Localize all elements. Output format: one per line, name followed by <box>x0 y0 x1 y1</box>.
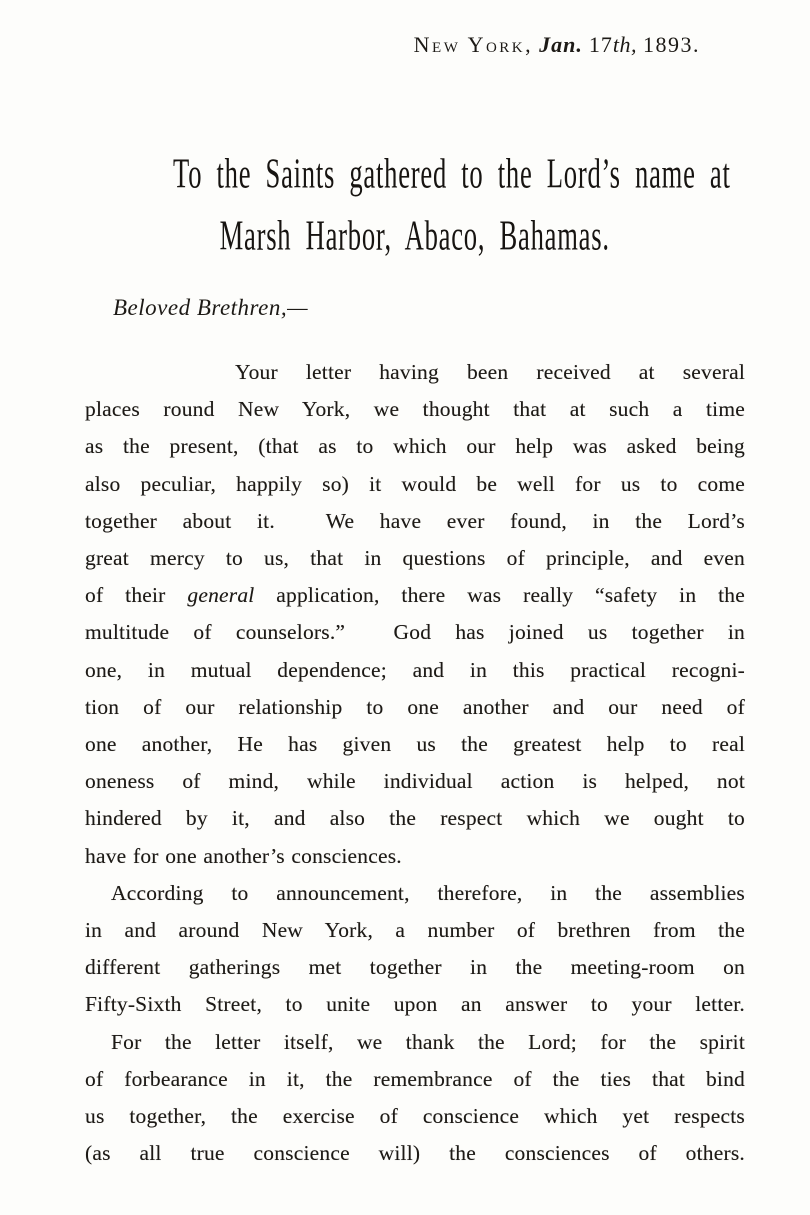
paragraph <box>85 354 745 875</box>
text-segment: application, there was really “safety in the <box>254 583 745 608</box>
text-line: (as all true conscience will) the consciences of others. <box>85 1141 745 1166</box>
heading-line-1: To the Saints gathered to the Lord’s name at <box>173 149 731 198</box>
text-line: Your letter having been received at several <box>235 360 745 384</box>
paragraph <box>85 875 745 1024</box>
text-line: have for one another’s consciences. <box>85 843 402 868</box>
salutation: Beloved Brethren,— <box>113 295 309 320</box>
text-line: also peculiar, happily so) it would be well for us to come <box>85 471 745 496</box>
text-line: us together, the exercise of conscience which yet respects <box>85 1104 745 1129</box>
dateline <box>85 30 745 60</box>
text-line: For the letter itself, we thank the Lord; for the spirit <box>111 1029 745 1054</box>
text-line: of forbearance in it, the remembrance of the ties that bind <box>85 1066 745 1091</box>
text-line: as the present, (that as to which our help was asked being <box>85 434 745 459</box>
text-line: multitude of counselors.” God has joined us together in <box>85 620 745 645</box>
text-line: one another, He has given us the greatest help to real <box>85 732 745 757</box>
dateline-year: 1893. <box>643 32 700 57</box>
text-line <box>85 577 745 614</box>
dateline-day: 17 <box>588 32 613 57</box>
text-line: one, in mutual dependence; and in this practical recogni- <box>85 657 745 682</box>
letter-heading <box>85 144 745 268</box>
text-line: tion of our relationship to one another and our need of <box>85 694 745 719</box>
text-line: together about it. We have ever found, in the Lord’s <box>85 508 745 533</box>
text-line: hindered by it, and also the respect which we ought to <box>85 806 745 831</box>
dateline-place: New York, <box>413 32 534 57</box>
letter-body <box>85 354 745 1172</box>
text-line: Fifty-Sixth Street, to unite upon an answer to your letter. <box>85 992 745 1017</box>
dateline-ordinal: th, <box>612 32 637 57</box>
paragraph <box>85 1024 745 1173</box>
emphasized-word: general <box>187 583 255 608</box>
text-line: oneness of mind, while individual action is helped, not <box>85 769 745 794</box>
dateline-month: Jan. <box>539 32 583 57</box>
text-line: places round New York, we thought that at such a time <box>85 397 745 422</box>
text-line: in and around New York, a number of brethren from the <box>85 918 745 943</box>
text-line: great mercy to us, that in questions of principle, and even <box>85 546 745 571</box>
text-segment: of their <box>85 583 188 608</box>
text-line: According to announcement, therefore, in the assemblies <box>111 880 745 905</box>
heading-line-2: Marsh Harbor, Abaco, Bahamas. <box>219 211 611 260</box>
text-line: different gatherings met together in the meeting-room on <box>85 955 745 980</box>
